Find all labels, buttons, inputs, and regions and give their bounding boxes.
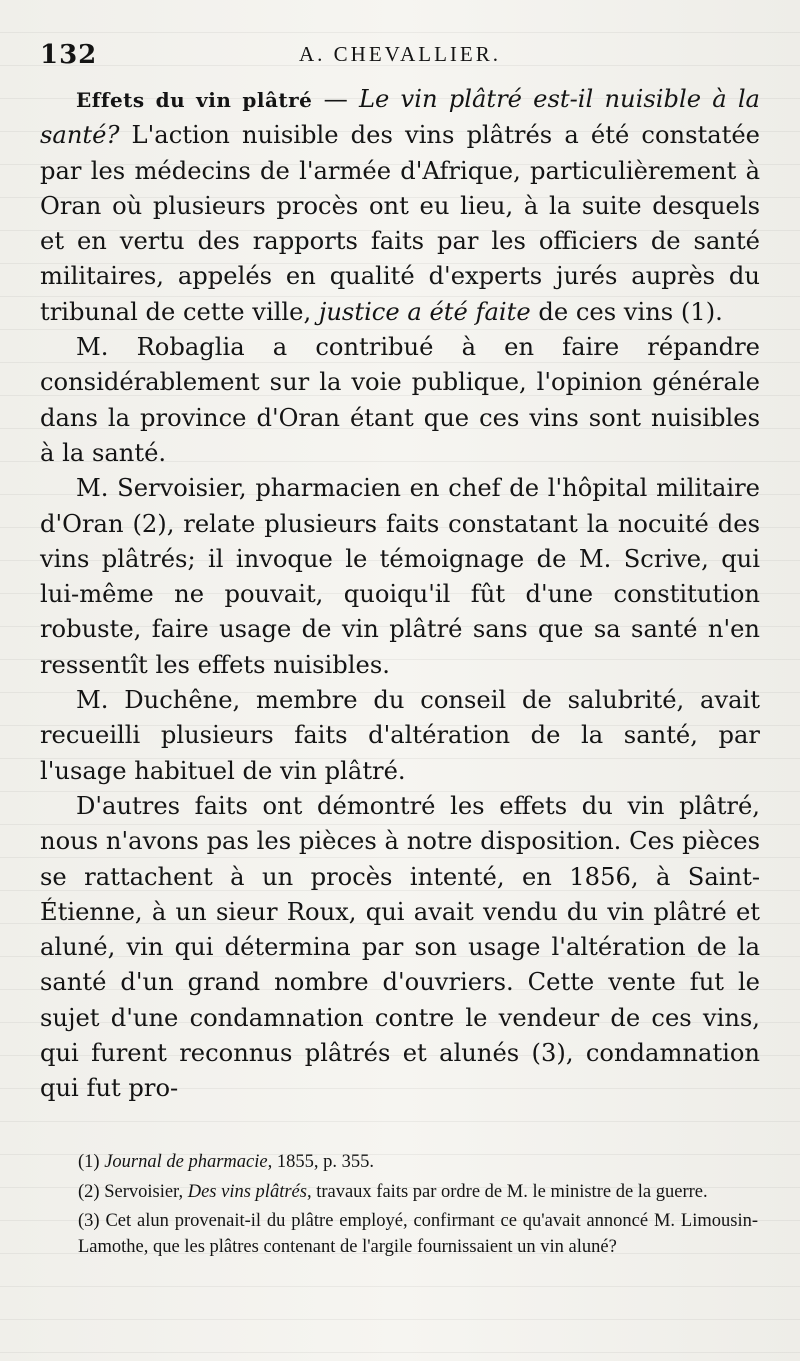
footnote-2 [78,1180,758,1206]
running-head [40,34,760,78]
page-number: 132 [40,40,98,70]
paragraph-1-tail: de ces vins (1). [530,297,723,326]
footnote-2-title: Des vins plâtrés [187,1181,307,1202]
footnote-2-rest: , travaux faits par ordre de M. le ministre de la guerre. [306,1181,708,1202]
footnote-1-journal: Journal de pharmacie [104,1152,268,1172]
paragraph-3: M. Servoisier, pharmacien en chef de l'hôpital militaire d'Oran (2), relate plusieurs faits constatant la nocuité des vins plâtrés; il invoque le témoignage de M. Scrive, qui lui-même ne pouvait, quoiqu'il fût d'une constitution robuste, faire usage de vin plâtré sans que sa santé n'en ressentît les effets nuisibles. [40,474,760,679]
footnotes [78,1150,758,1264]
paragraph-1 [40,82,760,330]
paragraph-1-italic: justice a été faite [318,297,531,326]
footnote-3-rest: Cet alun provenait-il du plâtre employé, confirmant ce qu'avait annoncé M. Limousin-Lamothe, que les plâtres contenant de l'argile fournissaient un vin aluné? [78,1211,758,1257]
running-head-author: A. CHEVALLIER. [298,42,502,66]
paragraph-1-text: L'action nuisible des vins plâtrés a été constatée par les médecins de l'armée d'Afrique, particulièrement à Oran où plusieurs procès ont eu lieu, à la suite desquels et en vertu des rapports faits par les officiers de santé militaires, appelés en qualité d'experts jurés auprès du tribunal de cette ville, [40,121,760,326]
footnote-3-mark: (3) [78,1211,106,1231]
paragraph-5: D'autres faits ont démontré les effets du vin plâtré, nous n'avons pas les pièces à notre disposition. Ces pièces se rattachent à un procès intenté, en 1856, à Saint-Étienne, à un sieur Roux, qui avait vendu du vin plâtré et aluné, vin qui détermina par son usage l'altération de la santé d'un grand nombre d'ouvriers. Cette vente fut le sujet d'une condamnation contre le vendeur de ces vins, qui furent reconnus plâtrés et alunés (3), condamnation qui fut pro- [40,791,760,1103]
main-text [40,82,760,1107]
section-heading: Effets du vin plâtré [76,88,313,112]
footnote-2-mark: (2) [78,1181,105,1202]
section-question: Le vin plâtré est-il nuisible à la santé? [40,85,760,150]
footnote-1-rest: , 1855, p. 355. [267,1152,374,1172]
footnote-1 [78,1150,758,1176]
footnote-2-lead: Servoisier, [104,1181,188,1202]
paragraph-4: M. Duchêne, membre du conseil de salubrité, avait recueilli plusieurs faits d'altération de la santé, par l'usage habituel de vin plâtré. [40,686,760,785]
footnote-1-mark: (1) [78,1152,105,1172]
heading-dash: — [312,85,359,113]
footnote-3 [78,1209,758,1260]
paragraph-2: M. Robaglia a contribué à en faire répandre considérablement sur la voie publique, l'opinion générale dans la province d'Oran étant que ces vins sont nuisibles à la santé. [40,333,760,467]
